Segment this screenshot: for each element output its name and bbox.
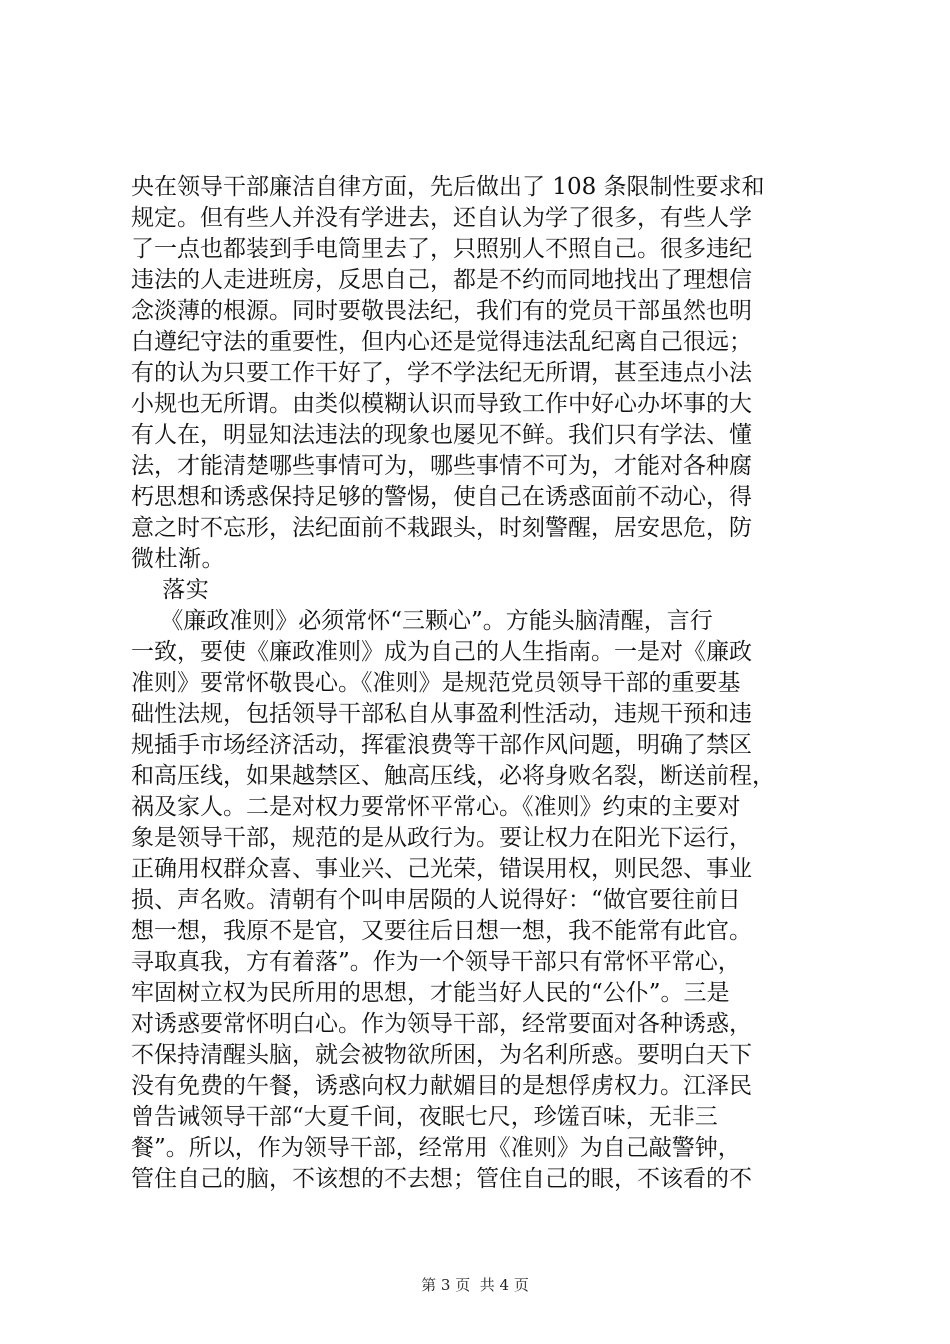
text-line: 规插手市场经济活动，挥霍浪费等干部作风问题，明确了禁区 [131,732,752,758]
text-line: 正确用权群众喜、事业兴、己光荣，错误用权，则民怨、事业 [131,856,752,882]
text-line: 央在领导干部廉洁自律方面，先后做出了 108 条限制性要求和 [131,174,765,200]
text-line: 象是领导干部，规范的是从政行为。要让权力在阳光下运行， [131,825,752,851]
text-line: 一致，要使《廉政准则》成为自己的人生指南。一是对《廉政 [131,639,752,665]
text-line: 微杜渐。 [131,546,225,572]
text-line: 小规也无所谓。由类似模糊认识而导致工作中好心办坏事的大 [131,391,752,417]
text-line: 准则》要常怀敬畏心。《准则》是规范党员领导干部的重要基 [131,670,741,696]
document-body [131,172,831,1195]
text-line: 管住自己的脑，不该想的不去想；管住自己的眼，不该看的不 [131,1166,752,1192]
text-line: 祸及家人。二是对权力要常怀平常心。《准则》约束的主要对 [131,794,741,820]
text-line: 寻取真我，方有着落”。作为一个领导干部只有常怀平常心， [131,949,741,975]
text-line: 有人在，明显知法违法的现象也屡见不鲜。我们只有学法、懂 [131,422,752,448]
text-line: 对诱惑要常怀明白心。作为领导干部，经常要面对各种诱惑， [131,1011,752,1037]
text-line: 朽思想和诱惑保持足够的警惕，使自己在诱惑面前不动心，得 [131,484,752,510]
text-line: 念淡薄的根源。同时要敬畏法纪，我们有的党员干部虽然也明 [131,298,752,324]
text-line: 规定。但有些人并没有学进去，还自认为学了很多，有些人学 [131,205,752,231]
text-line: 法，才能清楚哪些事情可为，哪些事情不可为，才能对各种腐 [131,453,752,479]
text-line: 意之时不忘形，法纪面前不栽跟头，时刻警醒，居安思危，防 [131,515,752,541]
text-line: 《廉政准则》必须常怀“三颗心”。方能头脑清醒，言行 [131,608,713,634]
text-line: 了一点也都装到手电筒里去了，只照别人不照自己。很多违纪 [131,236,752,262]
text-line: 违法的人走进班房，反思自己，都是不约而同地找出了理想信 [131,267,752,293]
text-line: 础性法规，包括领导干部私自从事盈利性活动，违规干预和违 [131,701,752,727]
text-line: 落实 [131,577,210,603]
text-line: 白遵纪守法的重要性，但内心还是觉得违法乱纪离自己很远； [131,329,752,355]
text-line: 曾告诫领导干部“大夏千间，夜眠七尺，珍馐百味，无非三 [131,1104,718,1130]
text-line: 没有免费的午餐，诱惑向权力献媚目的是想俘虏权力。江泽民 [131,1073,752,1099]
text-line: 牢固树立权为民所用的思想，才能当好人民的“公仆”。三是 [131,980,730,1006]
page-footer: 第 3 页 共 4 页 [421,1276,529,1294]
text-line: 想一想，我原不是官，又要往后日想一想，我不能常有此官。 [131,918,752,944]
text-line: 损、声名败。清朝有个叫申居陨的人说得好：“做官要往前日 [131,887,741,913]
text-line: 餐”。所以，作为领导干部，经常用《准则》为自己敲警钟， [131,1135,741,1161]
text-line: 和高压线，如果越禁区、触高压线，必将身败名裂，断送前程， [131,763,775,789]
text-line: 有的认为只要工作干好了，学不学法纪无所谓，甚至违点小法 [131,360,752,386]
text-line: 不保持清醒头脑，就会被物欲所困，为名利所惑。要明白天下 [131,1042,752,1068]
